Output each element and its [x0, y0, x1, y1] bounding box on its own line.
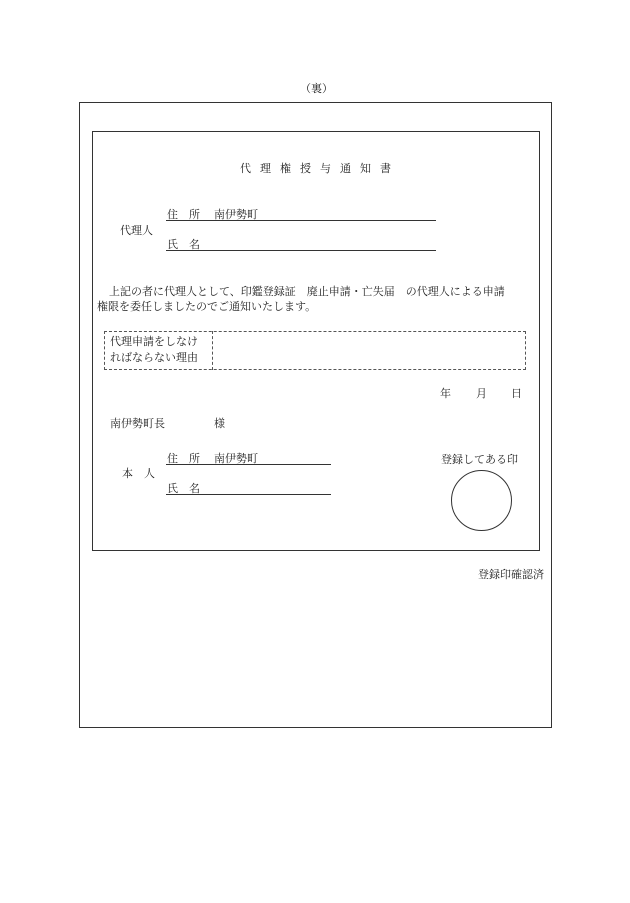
reason-label-line-2: ればならない理由	[110, 351, 198, 364]
date-month-label: 月	[476, 387, 487, 400]
principal-address-value[interactable]: 南伊勢町	[214, 452, 258, 465]
document-title: 代理権授与通知書	[240, 162, 400, 175]
date-year-label: 年	[440, 387, 451, 400]
principal-address-label: 住 所	[167, 452, 200, 465]
agent-name-label: 氏 名	[167, 238, 200, 251]
agent-address-value[interactable]: 南伊勢町	[214, 208, 258, 221]
principal-name-label: 氏 名	[167, 482, 200, 495]
body-text-line-2: 権限を委任しましたのでご通知いたします。	[97, 300, 317, 313]
date-day-label: 日	[511, 387, 522, 400]
reason-divider	[212, 331, 213, 370]
principal-section-label: 本 人	[122, 467, 155, 480]
agent-address-line	[166, 220, 436, 221]
principal-name-line	[166, 494, 331, 495]
page-side-label: （裏）	[300, 82, 333, 95]
agent-name-line	[166, 250, 436, 251]
seal-circle[interactable]	[451, 470, 512, 531]
body-text-line-1: 上記の者に代理人として、印鑑登録証 廃止申請・亡失届 の代理人による申請	[109, 285, 505, 298]
agent-section-label: 代理人	[120, 224, 153, 237]
addressee-name: 南伊勢町長	[110, 417, 165, 430]
principal-address-line	[166, 464, 331, 465]
addressee-honorific: 様	[214, 417, 225, 430]
seal-confirmation-label: 登録印確認済	[478, 568, 544, 581]
registered-seal-label: 登録してある印	[441, 453, 518, 466]
reason-value-field[interactable]	[220, 343, 520, 357]
agent-address-label: 住 所	[167, 208, 200, 221]
reason-label-line-1: 代理申請をしなけ	[110, 335, 198, 348]
